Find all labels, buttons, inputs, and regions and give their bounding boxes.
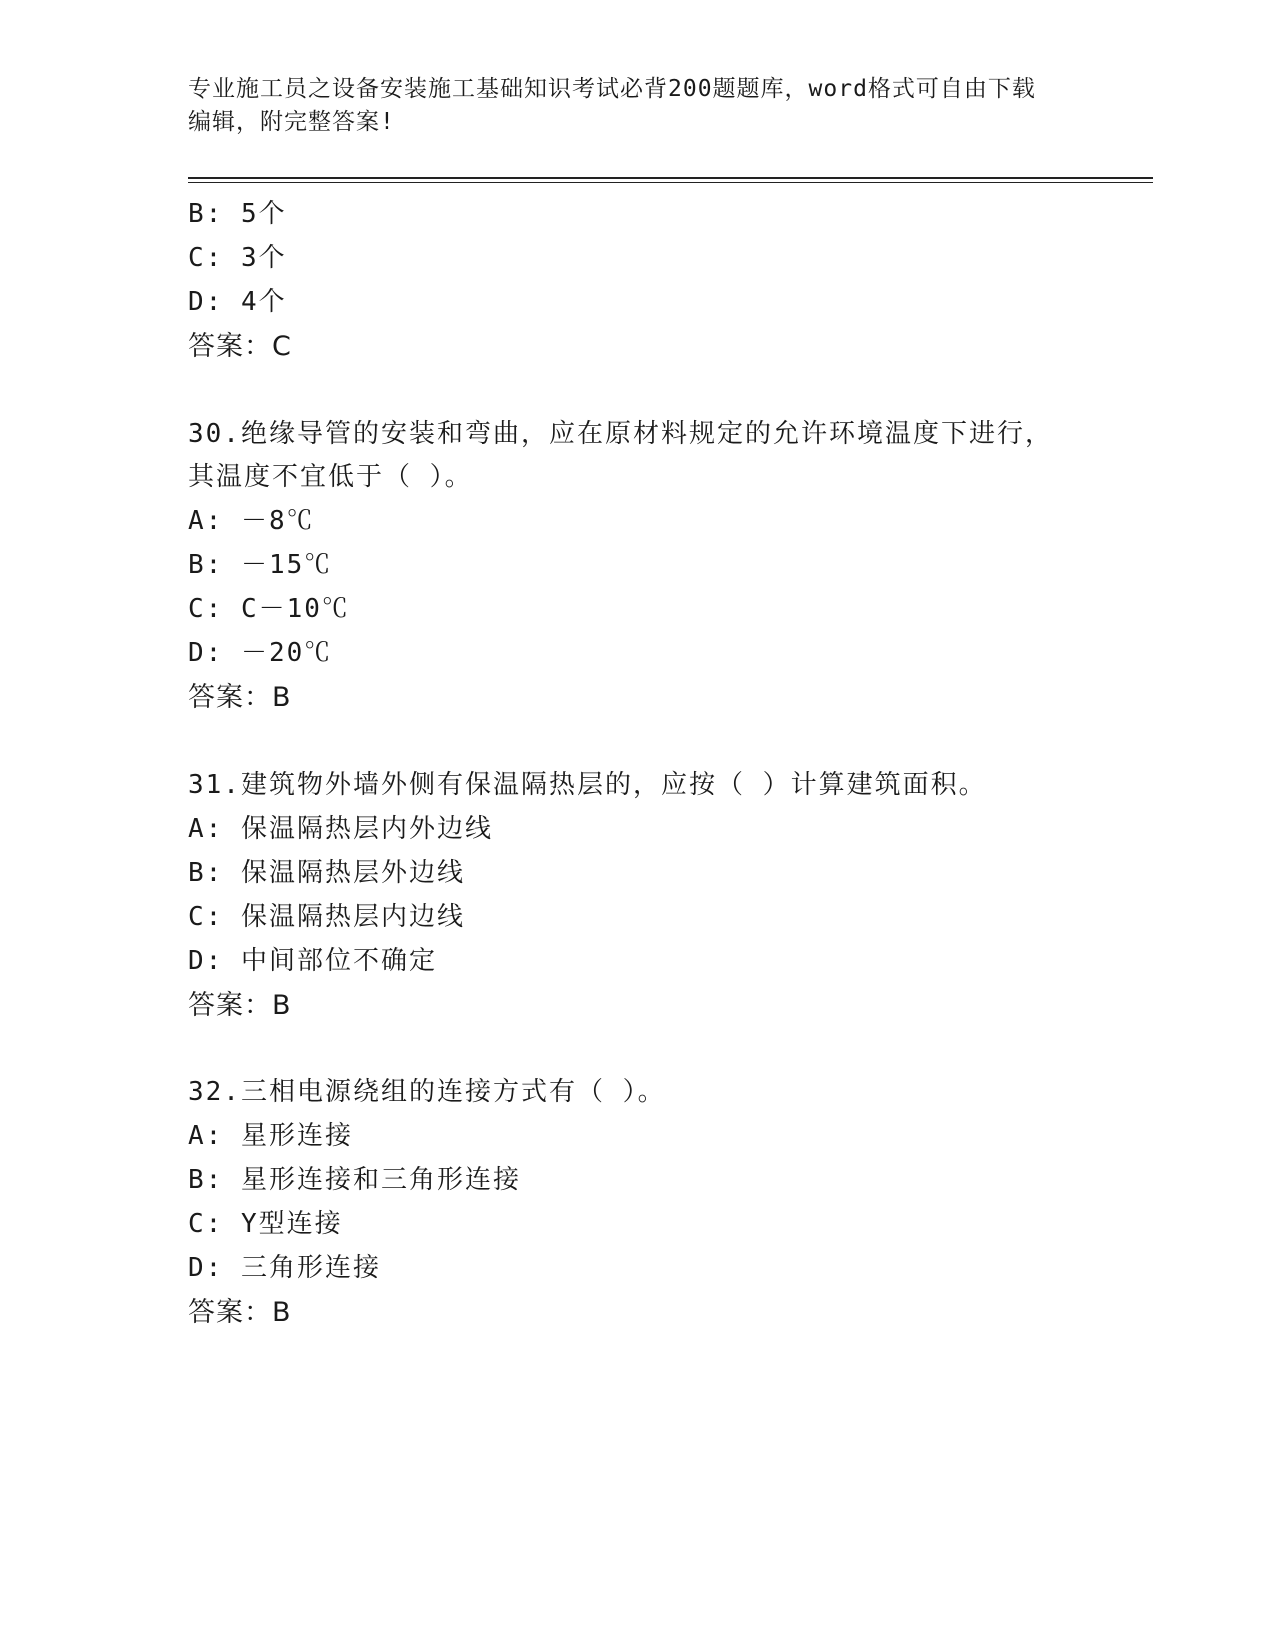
header-divider-thin — [188, 182, 1153, 183]
q30-option-d: D: －20℃ — [188, 638, 333, 668]
q29-answer: 答案：C — [188, 331, 292, 362]
q31-option-b: B: 保温隔热层外边线 — [188, 858, 465, 888]
q31-option-c: C: 保温隔热层内边线 — [188, 902, 465, 932]
q32-stem: 32.三相电源绕组的连接方式有（ ）。 — [188, 1077, 666, 1107]
header-divider-thick — [188, 177, 1153, 179]
q30-option-a: A: －8℃ — [188, 506, 315, 536]
q32-option-b: B: 星形连接和三角形连接 — [188, 1165, 521, 1195]
header-line-2: 编辑，附完整答案! — [188, 109, 395, 135]
q30-answer: 答案：B — [188, 682, 292, 713]
header-line-1: 专业施工员之设备安装施工基础知识考试必背200题题库，word格式可自由下载 — [188, 76, 1036, 102]
q30-option-b: B: －15℃ — [188, 550, 333, 580]
q31-option-a: A: 保温隔热层内外边线 — [188, 814, 493, 844]
q32-answer: 答案：B — [188, 1297, 292, 1328]
q29-option-c: C: 3个 — [188, 243, 287, 273]
q31-answer: 答案：B — [188, 990, 292, 1021]
q29-option-b: B: 5个 — [188, 199, 287, 229]
q31-stem: 31.建筑物外墙外侧有保温隔热层的，应按（ ）计算建筑面积。 — [188, 770, 987, 800]
q30-stem-line-1: 30.绝缘导管的安装和弯曲，应在原材料规定的允许环境温度下进行， — [188, 419, 1053, 449]
q30-option-c: C: C－10℃ — [188, 594, 350, 624]
q30-stem-line-2: 其温度不宜低于（ ）。 — [188, 462, 473, 492]
q31-option-d: D: 中间部位不确定 — [188, 946, 437, 976]
q29-option-d: D: 4个 — [188, 287, 287, 317]
q32-option-d: D: 三角形连接 — [188, 1253, 381, 1283]
q32-option-c: C: Y型连接 — [188, 1209, 343, 1239]
page-header — [188, 73, 1088, 139]
q32-option-a: A: 星形连接 — [188, 1121, 353, 1151]
